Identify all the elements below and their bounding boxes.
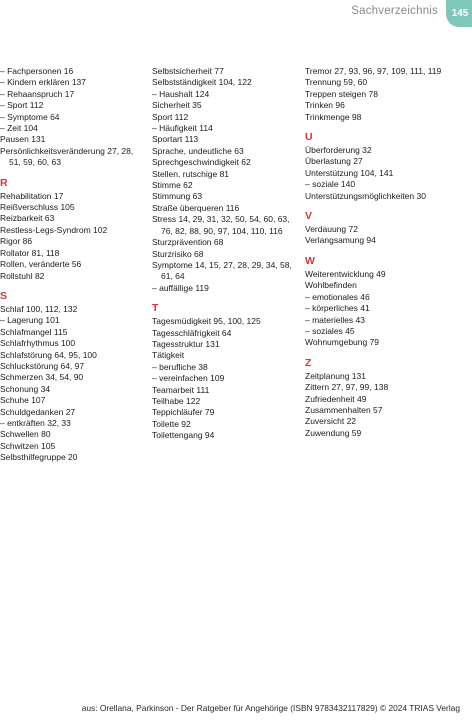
index-entry: Schluckstörung 64, 97 <box>0 360 85 371</box>
index-entry: – soziales 45 <box>305 325 355 336</box>
index-entry: – entkräften 32, 33 <box>0 417 71 428</box>
index-entry: Tätigkeit <box>152 350 185 361</box>
index-entry: Sturzrisiko 68 <box>152 248 204 259</box>
index-entry: Verdauung 72 <box>305 224 358 235</box>
index-entry: – Fachpersonen 16 <box>0 66 74 76</box>
index-entry: Stellen, rutschige 81 <box>152 168 230 179</box>
index-column-2 <box>152 66 300 442</box>
index-entry: Teppichläufer 79 <box>152 407 215 418</box>
index-entry: – vereinfachen 109 <box>152 373 225 384</box>
index-entry: Persönlichkeitsveränderung 27, 28, 51, 59, 60, 63 <box>0 145 134 168</box>
index-entry: Rollator 81, 118 <box>0 247 60 258</box>
page-number-badge: 145 <box>446 0 472 27</box>
index-entry: Trennung 59, 60 <box>305 77 368 88</box>
index-entry: – Symptome 64 <box>0 111 60 122</box>
index-entry: Trinkmenge 98 <box>305 111 362 122</box>
index-entry: Überlastung 27 <box>305 156 363 167</box>
index-entry: – soziale 140 <box>305 179 356 190</box>
index-entry: Trinken 96 <box>305 100 345 111</box>
index-entry: Schlafmangel 115 <box>0 326 68 337</box>
index-entry: Rehabilitation 17 <box>0 190 64 201</box>
index-entry: Zeitplanung 131 <box>305 370 366 381</box>
index-entry: Weiterentwicklung 49 <box>305 268 386 279</box>
index-entry: Sicherheit 35 <box>152 100 202 111</box>
index-entry: Pausen 131 <box>0 134 46 145</box>
index-entry: Schwellen 80 <box>0 429 51 440</box>
index-entry: Zusammenhalten 57 <box>305 404 383 415</box>
index-entry: Verlangsamung 94 <box>305 235 376 246</box>
index-entry: Selbstsicherheit 77 <box>152 66 224 76</box>
index-letter-heading: R <box>0 176 8 189</box>
index-entry: Schlafstörung 64, 95, 100 <box>0 349 97 360</box>
index-letter-heading: V <box>305 210 313 223</box>
index-letter-heading: Z <box>305 356 312 369</box>
index-entry: Reißverschluss 105 <box>0 202 75 213</box>
index-entry: Schlaf 100, 112, 132 <box>0 303 78 314</box>
index-entry: Sportart 113 <box>152 134 199 145</box>
index-letter-heading: T <box>152 302 159 315</box>
index-entry: Rigor 86 <box>0 236 33 247</box>
index-entry: Straße überqueren 116 <box>152 202 240 213</box>
index-entry: Teamarbeit 111 <box>152 384 210 395</box>
index-entry: – Kindern erklären 137 <box>0 77 87 88</box>
index-entry: Tagesstruktur 131 <box>152 338 220 349</box>
index-entry: – Haushalt 124 <box>152 88 210 99</box>
index-entry: Unterstützung 104, 141 <box>305 167 394 178</box>
index-entry: Wohnumgebung 79 <box>305 337 380 348</box>
index-entry: – auffällige 119 <box>152 282 209 293</box>
index-entry: – Häufigkeit 114 <box>152 123 213 134</box>
index-entry: Selbsthilfegruppe 20 <box>0 452 78 463</box>
index-entry: Zufriedenheit 49 <box>305 393 367 404</box>
index-entry: Sprache, undeutliche 63 <box>152 145 244 156</box>
index-entry: – Rehaanspruch 17 <box>0 88 75 99</box>
index-entry: Zuversicht 22 <box>305 416 357 427</box>
source-footer: aus: Orellana, Parkinson - Der Ratgeber für Angehörige (ISBN 9783432117829) © 2024 TRIAS Verlag <box>81 703 460 713</box>
index-entry: Schuhe 107 <box>0 395 46 406</box>
index-entry: Überforderung 32 <box>305 145 372 156</box>
index-entry: Schmerzen 34, 54, 90 <box>0 372 84 383</box>
index-entry: Zuwendung 59 <box>305 427 362 438</box>
index-entry: Tremor 27, 93, 96, 97, 109, 111, 119 <box>305 66 442 76</box>
index-entry: Schlafrhythmus 100 <box>0 338 76 349</box>
index-entry: Tagesmüdigkeit 95, 100, 125 <box>152 316 261 327</box>
index-entry: Toilette 92 <box>152 418 191 429</box>
index-entry: Reizbarkeit 63 <box>0 213 55 224</box>
index-entry: – emotionales 46 <box>305 291 370 302</box>
index-entry: – körperliches 41 <box>305 303 370 314</box>
index-entry: Stimme 62 <box>152 180 193 191</box>
index-letter-heading: W <box>305 254 315 267</box>
index-entry: Schuldgedanken 27 <box>0 406 76 417</box>
index-entry: Treppen steigen 78 <box>305 88 378 99</box>
index-entry: Restless-Legs-Syndrom 102 <box>0 224 108 235</box>
index-entry: Selbstständigkeit 104, 122 <box>152 77 252 88</box>
index-entry: Teilhabe 122 <box>152 395 201 406</box>
index-entry: Schwitzen 105 <box>0 440 56 451</box>
index-entry: Sturzprävention 68 <box>152 237 224 248</box>
index-entry: Rollen, veränderte 56 <box>0 259 82 270</box>
index-entry: Stimmung 63 <box>152 191 203 202</box>
index-column-3 <box>305 66 472 439</box>
index-entry: Sport 112 <box>152 111 189 122</box>
index-entry: Wohlbefinden <box>305 280 357 291</box>
index-entry: Stress 14, 29, 31, 32, 50, 54, 60, 63, 76, 82, 88, 90, 97, 104, 110, 116 <box>152 214 290 236</box>
index-entry: – Sport 112 <box>0 100 44 111</box>
index-entry: Sprechgeschwindigkeit 62 <box>152 157 251 168</box>
index-entry: – Zeit 104 <box>0 123 38 134</box>
index-entry: Schonung 34 <box>0 383 51 394</box>
index-letter-heading: U <box>305 131 313 144</box>
index-letter-heading: S <box>0 289 8 302</box>
index-entry: – Lagerung 101 <box>0 315 60 326</box>
running-header-title: Sachverzeichnis <box>351 5 438 17</box>
index-entry: Symptome 14, 15, 27, 28, 29, 34, 58, 61, 64 <box>152 259 292 282</box>
index-column-1 <box>0 66 146 464</box>
index-entry: – materielles 43 <box>305 314 366 325</box>
index-entry: Zittern 27, 97, 99, 138 <box>305 382 389 393</box>
index-entry: Unterstützungsmöglichkeiten 30 <box>305 190 426 201</box>
index-entry: Rollstuhl 82 <box>0 270 45 281</box>
index-entry: – berufliche 38 <box>152 361 208 372</box>
index-entry: Toilettengang 94 <box>152 430 215 441</box>
index-entry: Tagesschläfrigkeit 64 <box>152 327 232 338</box>
